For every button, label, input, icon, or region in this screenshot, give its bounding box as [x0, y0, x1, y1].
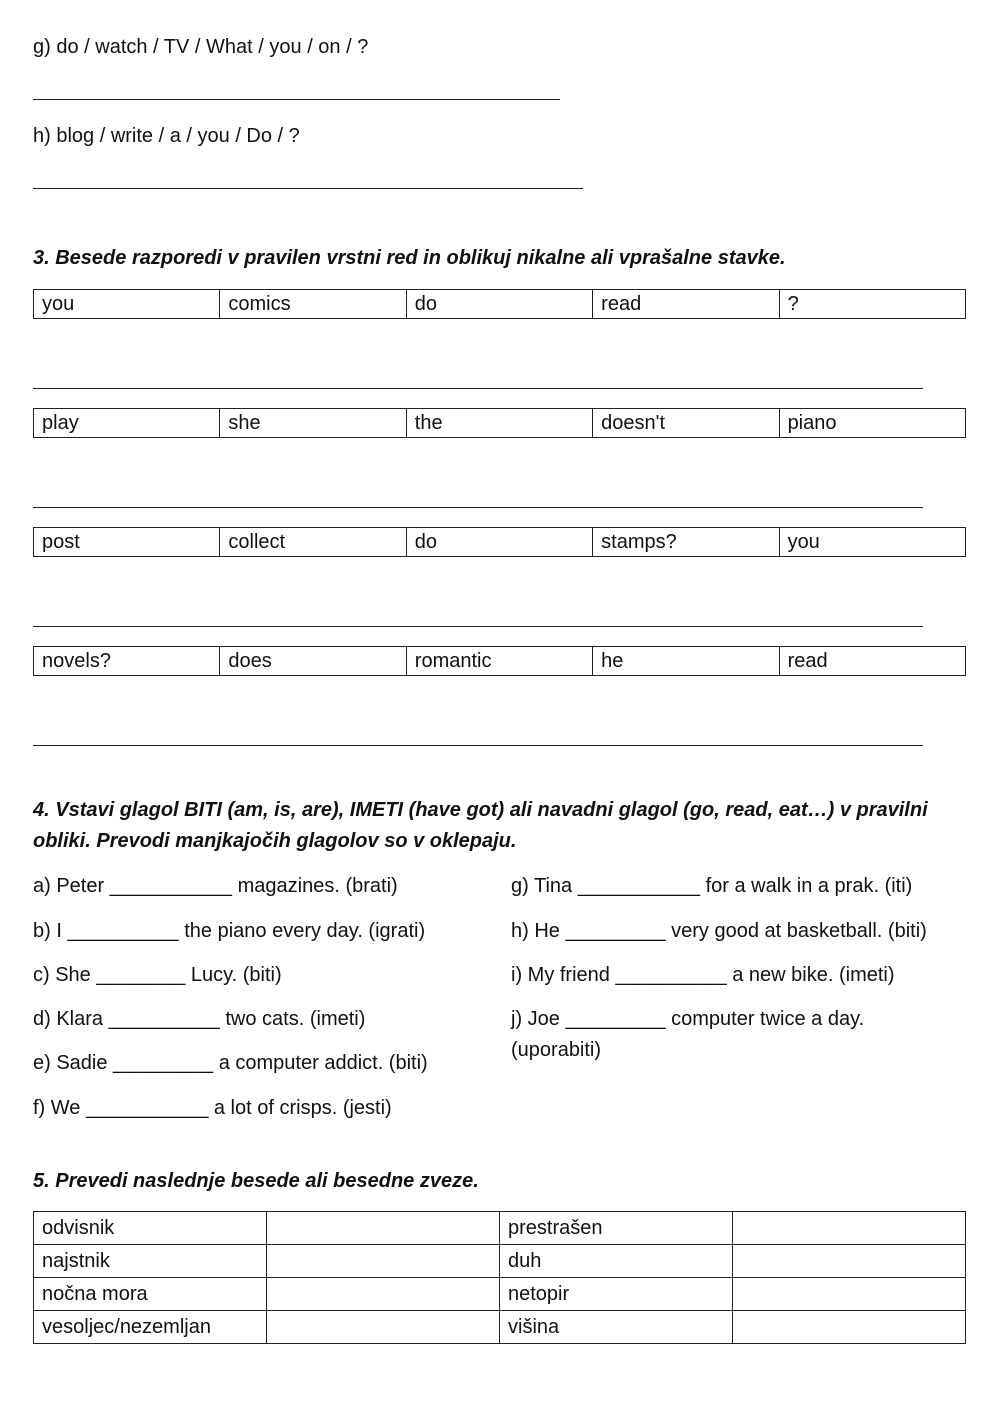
- word-cell: read: [593, 290, 779, 319]
- translation-cell[interactable]: [733, 1245, 966, 1278]
- translation-cell[interactable]: [733, 1212, 966, 1245]
- word-cell: ?: [779, 290, 965, 319]
- answer-line[interactable]: [33, 388, 923, 389]
- gap-fill-item-c: c) She ________ Lucy. (biti): [33, 964, 282, 986]
- term-cell: vesoljec/nezemljan: [34, 1311, 267, 1344]
- gap-fill-item-h: h) He _________ very good at basketball. (biti): [511, 920, 927, 942]
- word-cell: collect: [220, 528, 406, 557]
- word-cell: comics: [220, 290, 406, 319]
- section-5-heading: 5. Prevedi naslednje besede ali besedne zveze.: [33, 1170, 479, 1192]
- gap-fill-item-i: i) My friend __________ a new bike. (imeti): [511, 964, 895, 986]
- translation-cell[interactable]: [267, 1311, 500, 1344]
- word-cell: does: [220, 647, 406, 676]
- term-cell: odvisnik: [34, 1212, 267, 1245]
- gap-fill-item-b: b) I __________ the piano every day. (igrati): [33, 920, 426, 942]
- gap-fill-item-g: g) Tina ___________ for a walk in a prak. (iti): [511, 875, 913, 897]
- word-cell: do: [406, 528, 592, 557]
- word-cell: play: [34, 409, 220, 438]
- term-cell: nočna mora: [34, 1278, 267, 1311]
- word-cell: she: [220, 409, 406, 438]
- gap-fill-item-e: e) Sadie _________ a computer addict. (biti): [33, 1052, 428, 1074]
- gap-fill-item-j: j) Joe _________ computer twice a day.: [511, 1008, 865, 1030]
- gap-fill-item-d: d) Klara __________ two cats. (imeti): [33, 1008, 366, 1030]
- word-cell: doesn't: [593, 409, 779, 438]
- word-cell: you: [34, 290, 220, 319]
- table-row: [34, 1278, 966, 1311]
- word-table-3: [33, 527, 966, 557]
- exercise-item-h: h) blog / write / a / you / Do / ?: [33, 125, 300, 147]
- word-cell: you: [779, 528, 965, 557]
- term-cell: duh: [500, 1245, 733, 1278]
- answer-line[interactable]: [33, 626, 923, 627]
- term-cell: najstnik: [34, 1245, 267, 1278]
- translation-cell[interactable]: [267, 1278, 500, 1311]
- term-cell: prestrašen: [500, 1212, 733, 1245]
- word-cell: romantic: [406, 647, 592, 676]
- gap-fill-item-j-continued: (uporabiti): [511, 1039, 602, 1061]
- section-4-heading-line1: 4. Vstavi glagol BITI (am, is, are), IMETI (have got) ali navadni glagol (go, read, eat…) v pravilni: [33, 799, 928, 821]
- word-cell: read: [779, 647, 965, 676]
- translation-cell[interactable]: [733, 1311, 966, 1344]
- word-cell: post: [34, 528, 220, 557]
- word-cell: do: [406, 290, 592, 319]
- section-3-heading: 3. Besede razporedi v pravilen vrstni red in oblikuj nikalne ali vprašalne stavke.: [33, 247, 786, 269]
- table-row: [34, 409, 966, 438]
- word-cell: the: [406, 409, 592, 438]
- table-row: [34, 1245, 966, 1278]
- answer-line[interactable]: [33, 745, 923, 746]
- word-cell: novels?: [34, 647, 220, 676]
- gap-fill-item-a: a) Peter ___________ magazines. (brati): [33, 875, 398, 897]
- table-row: [34, 1311, 966, 1344]
- translation-cell[interactable]: [733, 1278, 966, 1311]
- gap-fill-item-f: f) We ___________ a lot of crisps. (jesti): [33, 1097, 392, 1119]
- section-4-heading-line2: obliki. Prevodi manjkajočih glagolov so v oklepaju.: [33, 830, 517, 852]
- word-table-4: [33, 646, 966, 676]
- term-cell: netopir: [500, 1278, 733, 1311]
- term-cell: višina: [500, 1311, 733, 1344]
- word-cell: he: [593, 647, 779, 676]
- word-table-1: [33, 289, 966, 319]
- exercise-item-g: g) do / watch / TV / What / you / on / ?: [33, 36, 369, 58]
- table-row: [34, 647, 966, 676]
- table-row: [34, 1212, 966, 1245]
- translation-cell[interactable]: [267, 1212, 500, 1245]
- word-cell: stamps?: [593, 528, 779, 557]
- answer-line[interactable]: [33, 507, 923, 508]
- answer-line[interactable]: [33, 99, 560, 100]
- translation-cell[interactable]: [267, 1245, 500, 1278]
- table-row: [34, 528, 966, 557]
- word-cell: piano: [779, 409, 965, 438]
- word-table-2: [33, 408, 966, 438]
- vocabulary-table: [33, 1211, 966, 1344]
- answer-line[interactable]: [33, 188, 583, 189]
- table-row: [34, 290, 966, 319]
